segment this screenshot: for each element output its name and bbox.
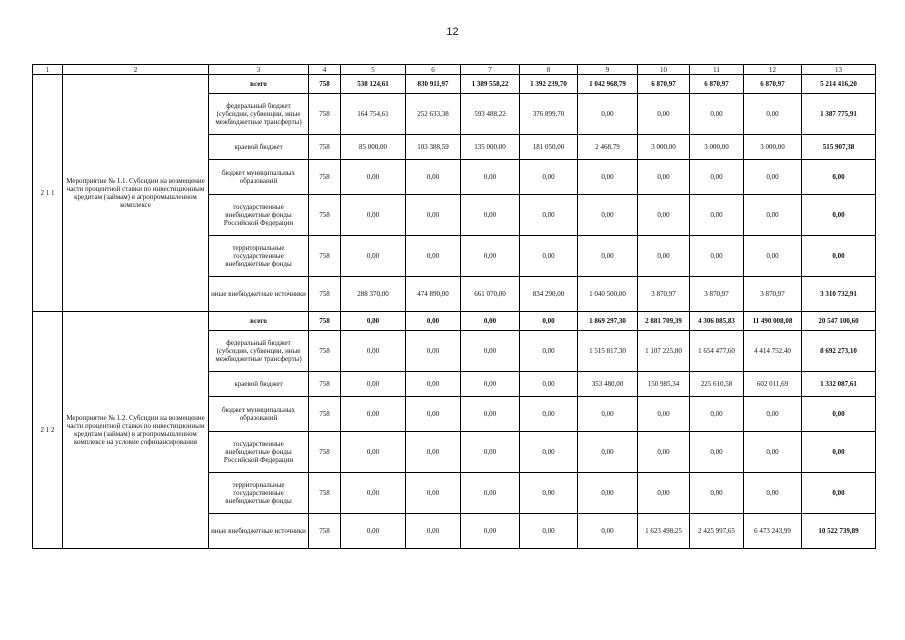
year-value-cell: 0,00 [341, 160, 406, 195]
funding-source: государственные внебюджетные фонды Российской Федерации [209, 195, 309, 236]
kbk-code: 758 [309, 397, 341, 432]
year-value-cell: 0,00 [638, 432, 690, 473]
kbk-code: 758 [309, 195, 341, 236]
kbk-code: 758 [309, 236, 341, 277]
year-value-cell: 602 011,69 [744, 372, 802, 397]
funding-source: краевой бюджет [209, 135, 309, 160]
column-header: 12 [744, 65, 802, 75]
funding-source: всего [209, 75, 309, 94]
funding-source: бюджет муниципальных образований [209, 160, 309, 195]
kbk-code: 758 [309, 331, 341, 372]
year-value-cell: 3 870,97 [744, 277, 802, 312]
year-value-cell: 3 000,00 [744, 135, 802, 160]
column-header: 10 [638, 65, 690, 75]
total-cell: 0,00 [802, 397, 876, 432]
year-value-cell: 0,00 [520, 236, 578, 277]
year-value-cell: 0,00 [578, 94, 638, 135]
year-value-cell: 0,00 [744, 195, 802, 236]
year-value-cell: 353 480,00 [578, 372, 638, 397]
year-value-cell: 2 425 997,65 [690, 514, 744, 549]
table-row [33, 75, 876, 94]
year-value-cell: 150 985,34 [638, 372, 690, 397]
year-value-cell: 0,00 [461, 432, 520, 473]
total-cell: 5 214 416,20 [802, 75, 876, 94]
funding-source: всего [209, 312, 309, 331]
year-value-cell: 0,00 [520, 372, 578, 397]
year-value-cell: 0,00 [461, 236, 520, 277]
column-header: 1 [33, 65, 63, 75]
year-value-cell: 0,00 [461, 160, 520, 195]
total-cell: 0,00 [802, 236, 876, 277]
column-header: 6 [406, 65, 461, 75]
year-value-cell: 1 654 477,60 [690, 331, 744, 372]
funding-source: бюджет муниципальных образований [209, 397, 309, 432]
measure-description: Мероприятие № 1.1. Субсидии на возмещение части процентной ставки по инвестиционным кредитам (займам) в агропромышленном комплексе [63, 75, 209, 312]
year-value-cell: 0,00 [690, 94, 744, 135]
year-value-cell: 11 490 008,08 [744, 312, 802, 331]
total-cell: 0,00 [802, 473, 876, 514]
total-cell: 0,00 [802, 195, 876, 236]
year-value-cell: 85 000,00 [341, 135, 406, 160]
year-value-cell: 0,00 [520, 312, 578, 331]
funding-source: краевой бюджет [209, 372, 309, 397]
year-value-cell: 181 050,00 [520, 135, 578, 160]
year-value-cell: 376 899,70 [520, 94, 578, 135]
year-value-cell: 3 000,00 [690, 135, 744, 160]
year-value-cell: 0,00 [341, 195, 406, 236]
kbk-code: 758 [309, 160, 341, 195]
budget-table [32, 64, 876, 549]
year-value-cell: 0,00 [638, 397, 690, 432]
funding-source: иные внебюджетные источники [209, 514, 309, 549]
kbk-code: 758 [309, 372, 341, 397]
year-value-cell: 661 070,00 [461, 277, 520, 312]
year-value-cell: 0,00 [406, 312, 461, 331]
funding-source: территориальные государственные внебюджетные фонды [209, 236, 309, 277]
year-value-cell: 1 515 817,30 [578, 331, 638, 372]
year-value-cell: 830 911,97 [406, 75, 461, 94]
total-cell: 1 332 087,61 [802, 372, 876, 397]
year-value-cell: 0,00 [744, 397, 802, 432]
total-cell: 20 547 100,60 [802, 312, 876, 331]
column-header: 9 [578, 65, 638, 75]
year-value-cell: 6 870,97 [744, 75, 802, 94]
measure-code: 2 1 1 [33, 75, 63, 312]
year-value-cell: 0,00 [520, 514, 578, 549]
kbk-code: 758 [309, 514, 341, 549]
year-value-cell: 0,00 [744, 473, 802, 514]
column-header: 4 [309, 65, 341, 75]
year-value-cell: 0,00 [341, 514, 406, 549]
year-value-cell: 0,00 [406, 160, 461, 195]
year-value-cell: 0,00 [341, 312, 406, 331]
year-value-cell: 1 040 500,00 [578, 277, 638, 312]
year-value-cell: 3 000,00 [638, 135, 690, 160]
kbk-code: 758 [309, 135, 341, 160]
year-value-cell: 225 610,58 [690, 372, 744, 397]
year-value-cell: 0,00 [461, 473, 520, 514]
column-header: 5 [341, 65, 406, 75]
year-value-cell: 0,00 [578, 195, 638, 236]
kbk-code: 758 [309, 277, 341, 312]
year-value-cell: 0,00 [638, 195, 690, 236]
year-value-cell: 1 107 225,80 [638, 331, 690, 372]
year-value-cell: 0,00 [578, 397, 638, 432]
year-value-cell: 0,00 [744, 236, 802, 277]
column-header: 11 [690, 65, 744, 75]
total-cell: 3 310 732,91 [802, 277, 876, 312]
column-header: 13 [802, 65, 876, 75]
year-value-cell: 2 468,79 [578, 135, 638, 160]
funding-source: иные внебюджетные источники [209, 277, 309, 312]
year-value-cell: 834 290,00 [520, 277, 578, 312]
year-value-cell: 2 881 709,39 [638, 312, 690, 331]
year-value-cell: 0,00 [341, 331, 406, 372]
year-value-cell: 4 414 752,40 [744, 331, 802, 372]
groups-body [33, 75, 876, 549]
measure-description: Мероприятие № 1.2. Субсидии на возмещение части процентной ставки по инвестиционным кредитам (займам) в агропромышленном комплексе на условие софинансирования [63, 312, 209, 549]
year-value-cell: 0,00 [578, 236, 638, 277]
year-value-cell: 0,00 [744, 94, 802, 135]
year-value-cell: 0,00 [341, 397, 406, 432]
year-value-cell: 0,00 [638, 236, 690, 277]
total-cell: 515 907,38 [802, 135, 876, 160]
year-value-cell: 0,00 [406, 514, 461, 549]
year-value-cell: 0,00 [341, 432, 406, 473]
kbk-code: 758 [309, 312, 341, 331]
year-value-cell: 0,00 [690, 432, 744, 473]
funding-source: государственные внебюджетные фонды Российской Федерации [209, 432, 309, 473]
year-value-cell: 1 392 239,70 [520, 75, 578, 94]
year-value-cell: 0,00 [744, 432, 802, 473]
funding-source: федеральный бюджет (субсидии, субвенции, иные межбюджетные трансферты) [209, 94, 309, 135]
year-value-cell: 0,00 [690, 160, 744, 195]
year-value-cell: 0,00 [520, 432, 578, 473]
year-value-cell: 0,00 [406, 473, 461, 514]
year-value-cell: 1 623 498,25 [638, 514, 690, 549]
year-value-cell: 6 870,97 [690, 75, 744, 94]
year-value-cell: 0,00 [461, 397, 520, 432]
year-value-cell: 0,00 [461, 372, 520, 397]
measure-code: 2 1 2 [33, 312, 63, 549]
funding-source: территориальные государственные внебюджетные фонды [209, 473, 309, 514]
total-cell: 1 387 775,91 [802, 94, 876, 135]
year-value-cell: 0,00 [578, 473, 638, 514]
year-value-cell: 0,00 [406, 195, 461, 236]
year-value-cell: 0,00 [406, 331, 461, 372]
year-value-cell: 3 870,97 [638, 277, 690, 312]
year-value-cell: 0,00 [520, 331, 578, 372]
year-value-cell: 474 890,00 [406, 277, 461, 312]
year-value-cell: 0,00 [690, 195, 744, 236]
year-value-cell: 1 042 968,79 [578, 75, 638, 94]
year-value-cell: 3 870,97 [690, 277, 744, 312]
column-number-row [33, 65, 876, 75]
year-value-cell: 0,00 [520, 473, 578, 514]
year-value-cell: 0,00 [341, 473, 406, 514]
column-header: 2 [63, 65, 209, 75]
year-value-cell: 103 388,59 [406, 135, 461, 160]
year-value-cell: 0,00 [638, 473, 690, 514]
year-value-cell: 0,00 [690, 236, 744, 277]
year-value-cell: 164 754,61 [341, 94, 406, 135]
year-value-cell: 0,00 [406, 372, 461, 397]
year-value-cell: 0,00 [690, 397, 744, 432]
year-value-cell: 0,00 [461, 331, 520, 372]
year-value-cell: 1 389 558,22 [461, 75, 520, 94]
year-value-cell: 0,00 [638, 160, 690, 195]
year-value-cell: 6 870,97 [638, 75, 690, 94]
year-value-cell: 0,00 [520, 160, 578, 195]
year-value-cell: 0,00 [520, 397, 578, 432]
year-value-cell: 0,00 [406, 432, 461, 473]
kbk-code: 758 [309, 75, 341, 94]
year-value-cell: 1 869 297,30 [578, 312, 638, 331]
year-value-cell: 135 000,00 [461, 135, 520, 160]
year-value-cell: 288 370,00 [341, 277, 406, 312]
year-value-cell: 0,00 [461, 514, 520, 549]
year-value-cell: 252 633,38 [406, 94, 461, 135]
page-number: 12 [446, 26, 459, 38]
year-value-cell: 0,00 [578, 514, 638, 549]
year-value-cell: 538 124,61 [341, 75, 406, 94]
column-header: 7 [461, 65, 520, 75]
year-value-cell: 593 488,22 [461, 94, 520, 135]
total-cell: 0,00 [802, 160, 876, 195]
year-value-cell: 0,00 [520, 195, 578, 236]
year-value-cell: 0,00 [341, 236, 406, 277]
year-value-cell: 0,00 [638, 94, 690, 135]
year-value-cell: 0,00 [461, 312, 520, 331]
total-cell: 8 692 273,10 [802, 331, 876, 372]
kbk-code: 758 [309, 473, 341, 514]
year-value-cell: 0,00 [744, 160, 802, 195]
year-value-cell: 4 306 085,83 [690, 312, 744, 331]
year-value-cell: 0,00 [341, 372, 406, 397]
funding-source: федеральный бюджет (субсидии, субвенции, иные межбюджетные трансферты) [209, 331, 309, 372]
column-header: 8 [520, 65, 578, 75]
total-cell: 10 522 739,89 [802, 514, 876, 549]
kbk-code: 758 [309, 94, 341, 135]
year-value-cell: 0,00 [406, 236, 461, 277]
year-value-cell: 0,00 [690, 473, 744, 514]
year-value-cell: 0,00 [406, 397, 461, 432]
column-header: 3 [209, 65, 309, 75]
year-value-cell: 0,00 [461, 195, 520, 236]
kbk-code: 758 [309, 432, 341, 473]
table-row [33, 312, 876, 331]
total-cell: 0,00 [802, 432, 876, 473]
year-value-cell: 0,00 [578, 432, 638, 473]
year-value-cell: 0,00 [578, 160, 638, 195]
year-value-cell: 6 473 243,99 [744, 514, 802, 549]
